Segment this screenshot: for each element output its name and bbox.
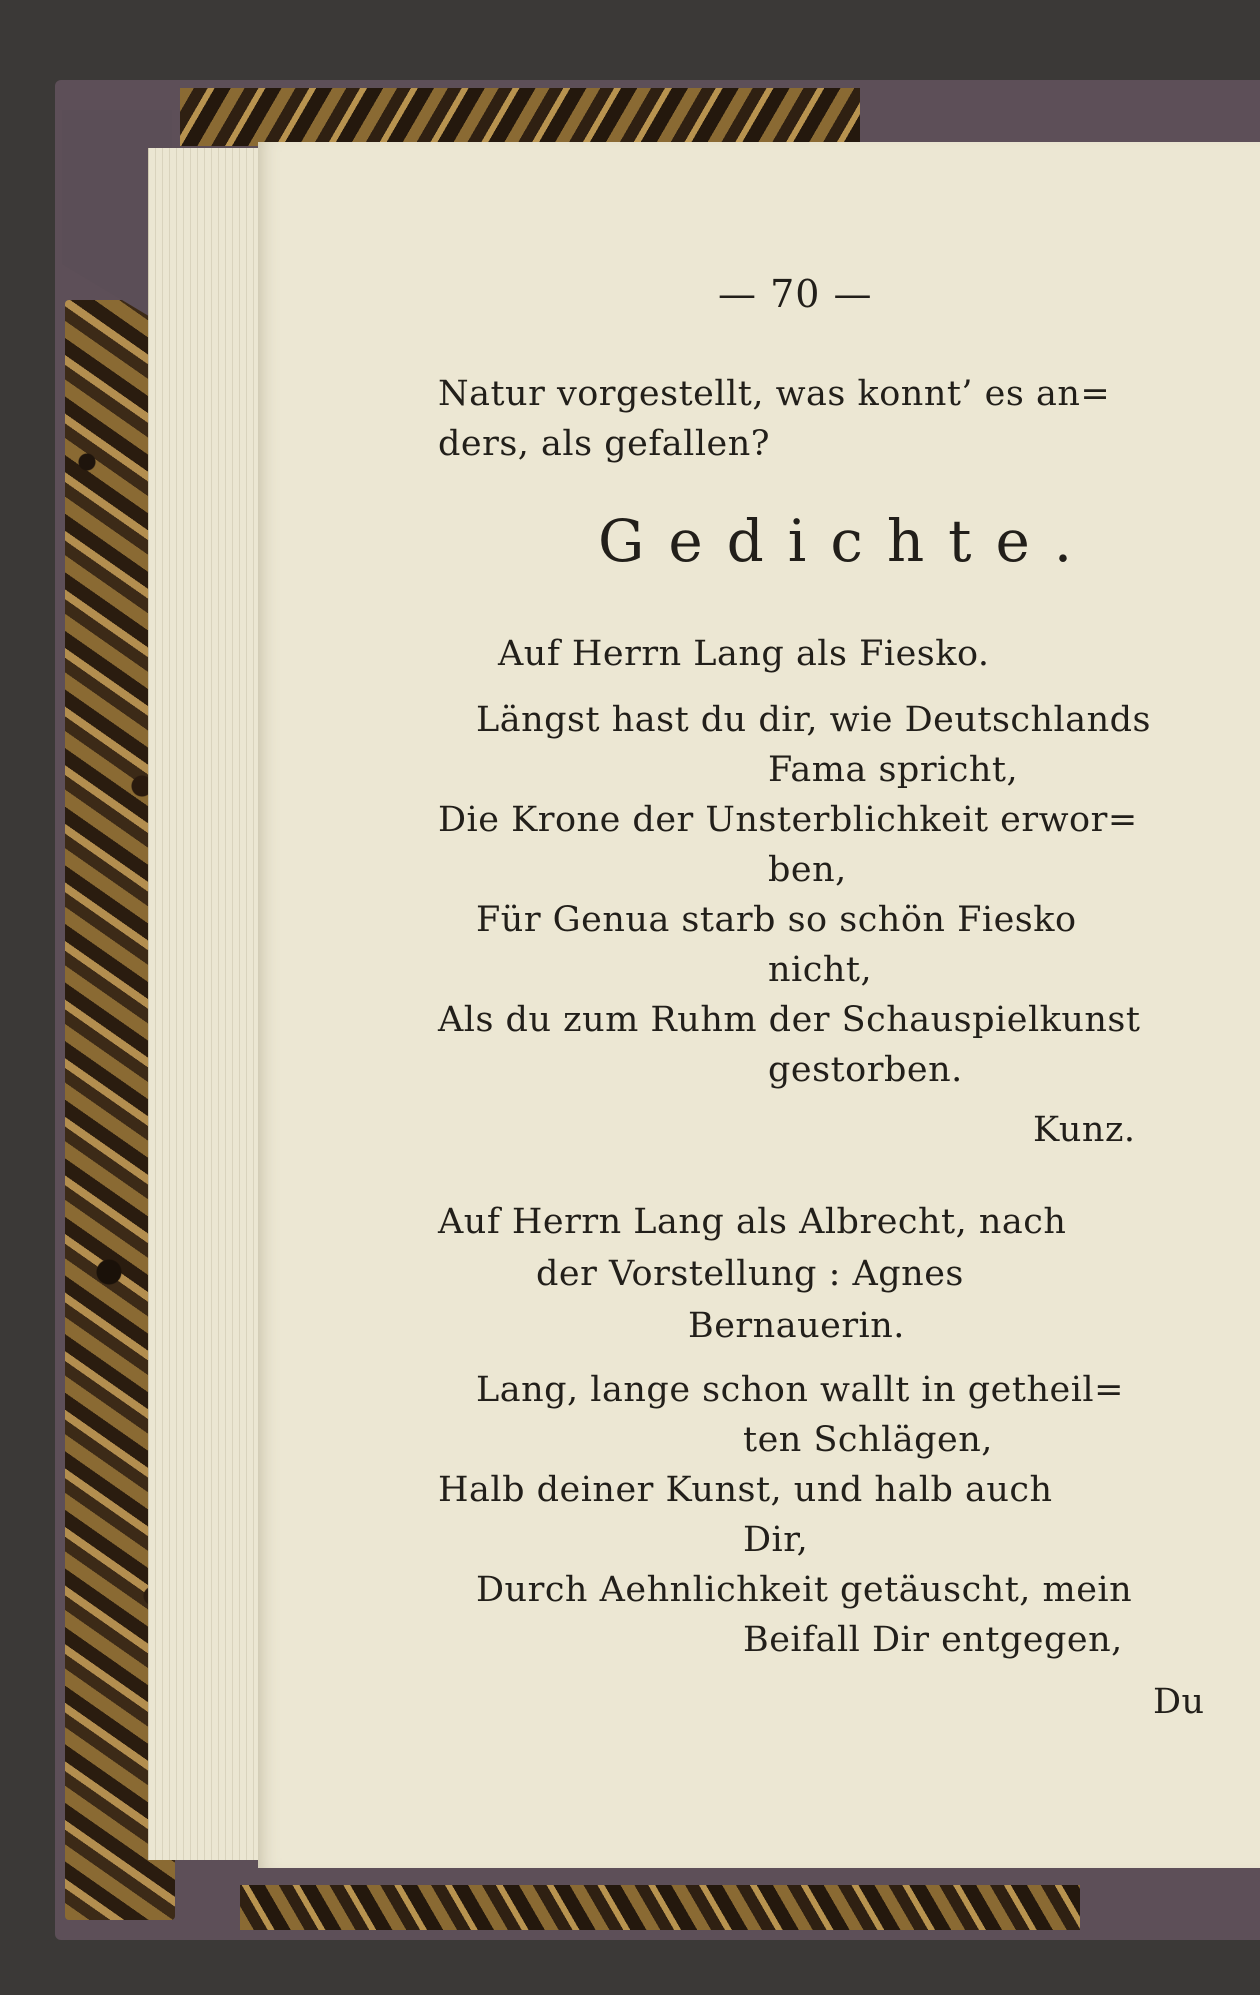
poem1-signature: Kunz. — [1033, 1110, 1136, 1150]
book-page — [258, 142, 1260, 1868]
poem1-line: ben, — [768, 850, 847, 890]
poem2-line: ten Schlägen, — [743, 1420, 993, 1460]
section-heading: Gedichte. — [598, 507, 1097, 575]
page-edges — [148, 148, 261, 1860]
poem2-line: Halb deiner Kunst, und halb auch — [438, 1470, 1053, 1510]
page-number: — 70 — — [718, 272, 873, 316]
poem1-line: Für Genua starb so schön Fiesko — [476, 900, 1077, 940]
poem1-line: nicht, — [768, 950, 873, 990]
marbled-cover-top — [180, 88, 860, 146]
catchword: Du — [1153, 1682, 1205, 1722]
intro-line: ders, als gefallen? — [438, 424, 771, 464]
page-text — [258, 142, 1260, 1868]
poem1-line: gestorben. — [768, 1050, 963, 1090]
poem2-title-line: Bernauerin. — [688, 1306, 905, 1346]
poem1-title: Auf Herrn Lang als Fiesko. — [498, 634, 990, 674]
poem1-line: Fama spricht, — [768, 750, 1019, 790]
poem1-line: Längst hast du dir, wie Deutschlands — [476, 700, 1152, 740]
poem1-line: Die Krone der Unsterblichkeit erwor= — [438, 800, 1138, 840]
intro-line: Natur vorgestellt, was konnt’ es an= — [438, 374, 1111, 414]
poem2-line: Dir, — [743, 1520, 809, 1560]
poem2-line: Beifall Dir entgegen, — [743, 1620, 1123, 1660]
poem2-line: Lang, lange schon wallt in getheil= — [476, 1370, 1124, 1410]
poem2-line: Durch Aehnlichkeit getäuscht, mein — [476, 1570, 1133, 1610]
marbled-cover-bottom — [240, 1885, 1080, 1930]
poem2-title-line: Auf Herrn Lang als Albrecht, nach — [438, 1202, 1067, 1242]
poem2-title-line: der Vorstellung : Agnes — [536, 1254, 964, 1294]
poem1-line: Als du zum Ruhm der Schauspielkunst — [438, 1000, 1141, 1040]
